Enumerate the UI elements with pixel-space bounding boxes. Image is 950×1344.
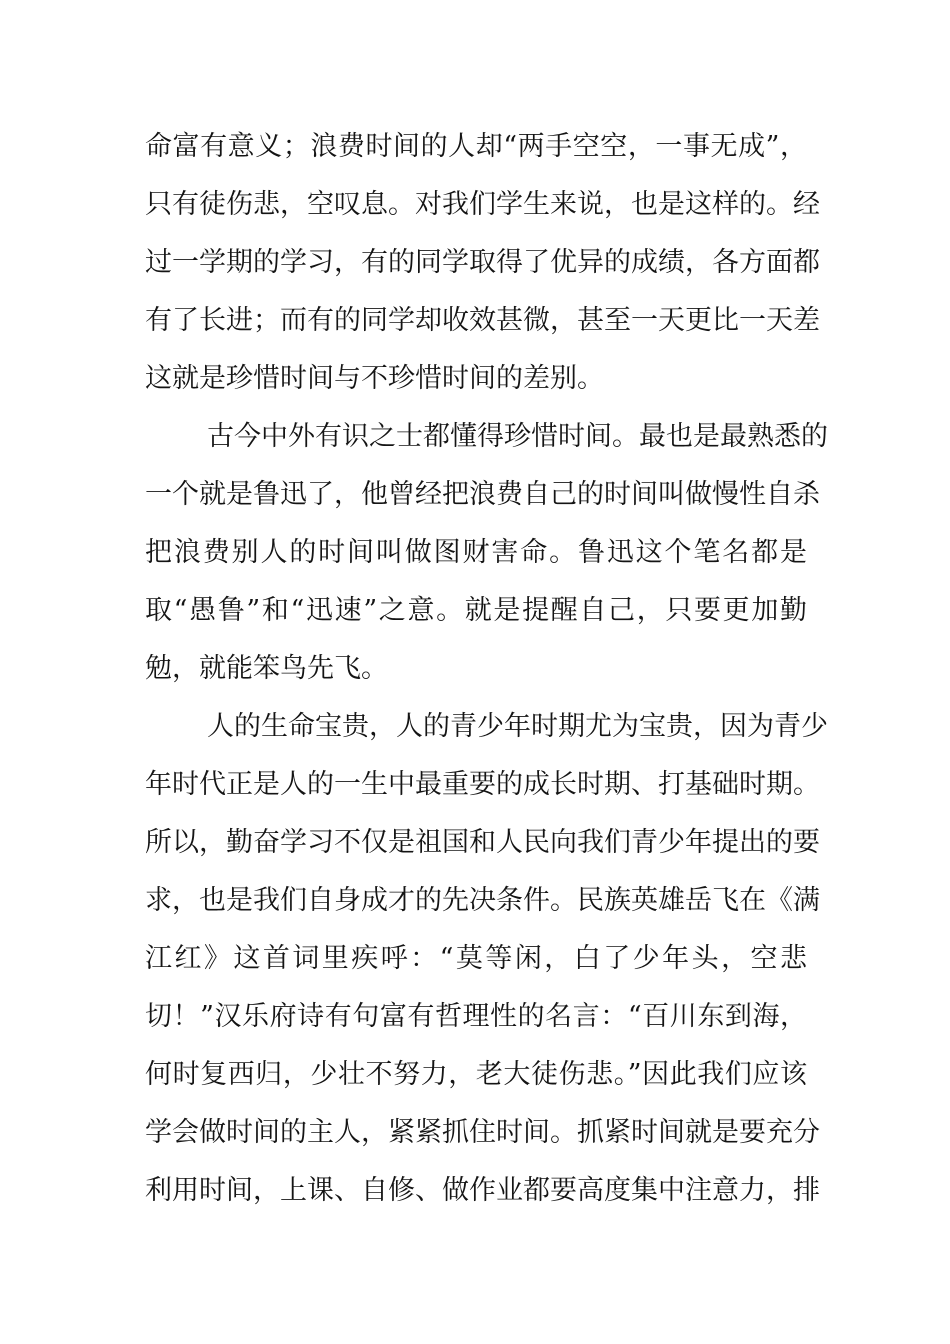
- text-line: 有了长进；而有的同学却收效甚微，甚至一天更比一天差: [145, 305, 820, 336]
- paragraph-3: [145, 698, 828, 1220]
- text-line: 一个就是鲁迅了，他曾经把浪费自己的时间叫做慢性自杀: [145, 479, 820, 510]
- text-line: 江红》这首词里疾呼：“莫等闲，白了少年头，空悲: [145, 943, 807, 974]
- text-line: 学会做时间的主人，紧紧抓住时间。抓紧时间就是要充分: [145, 1117, 820, 1148]
- text-line: 命富有意义；浪费时间的人却“两手空空，一事无成”，: [145, 131, 807, 162]
- text-line: 人的生命宝贵，人的青少年时期尤为宝贵，因为青少: [207, 711, 828, 742]
- text-line: 取“愚鲁”和“迅速”之意。就是提醒自己，只要更加勤: [145, 595, 807, 626]
- text-line: 过一学期的学习，有的同学取得了优异的成绩，各方面都: [145, 247, 820, 278]
- text-line: 利用时间，上课、自修、做作业都要高度集中注意力，排: [145, 1175, 820, 1206]
- paragraph-2: [145, 408, 828, 698]
- text-line: 何时复西归，少壮不努力，老大徒伤悲。”因此我们应该: [145, 1059, 807, 1090]
- text-line: 切！”汉乐府诗有句富有哲理性的名言：“百川东到海，: [145, 1001, 807, 1032]
- text-line: 求，也是我们自身成才的先决条件。民族英雄岳飞在《满: [145, 885, 820, 916]
- paragraph-1: [145, 118, 820, 408]
- text-line: 这就是珍惜时间与不珍惜时间的差别。: [145, 363, 604, 394]
- text-line: 所以，勤奋学习不仅是祖国和人民向我们青少年提出的要: [145, 827, 820, 858]
- text-line: 只有徒伤悲，空叹息。对我们学生来说，也是这样的。经: [145, 189, 820, 220]
- text-line: 勉，就能笨鸟先飞。: [145, 653, 388, 684]
- body-text: [145, 118, 828, 1220]
- text-line: 把浪费别人的时间叫做图财害命。鲁迅这个笔名都是: [145, 537, 807, 568]
- text-line: 古今中外有识之士都懂得珍惜时间。最也是最熟悉的: [207, 421, 828, 452]
- text-line: 年时代正是人的一生中最重要的成长时期、打基础时期。: [145, 769, 820, 800]
